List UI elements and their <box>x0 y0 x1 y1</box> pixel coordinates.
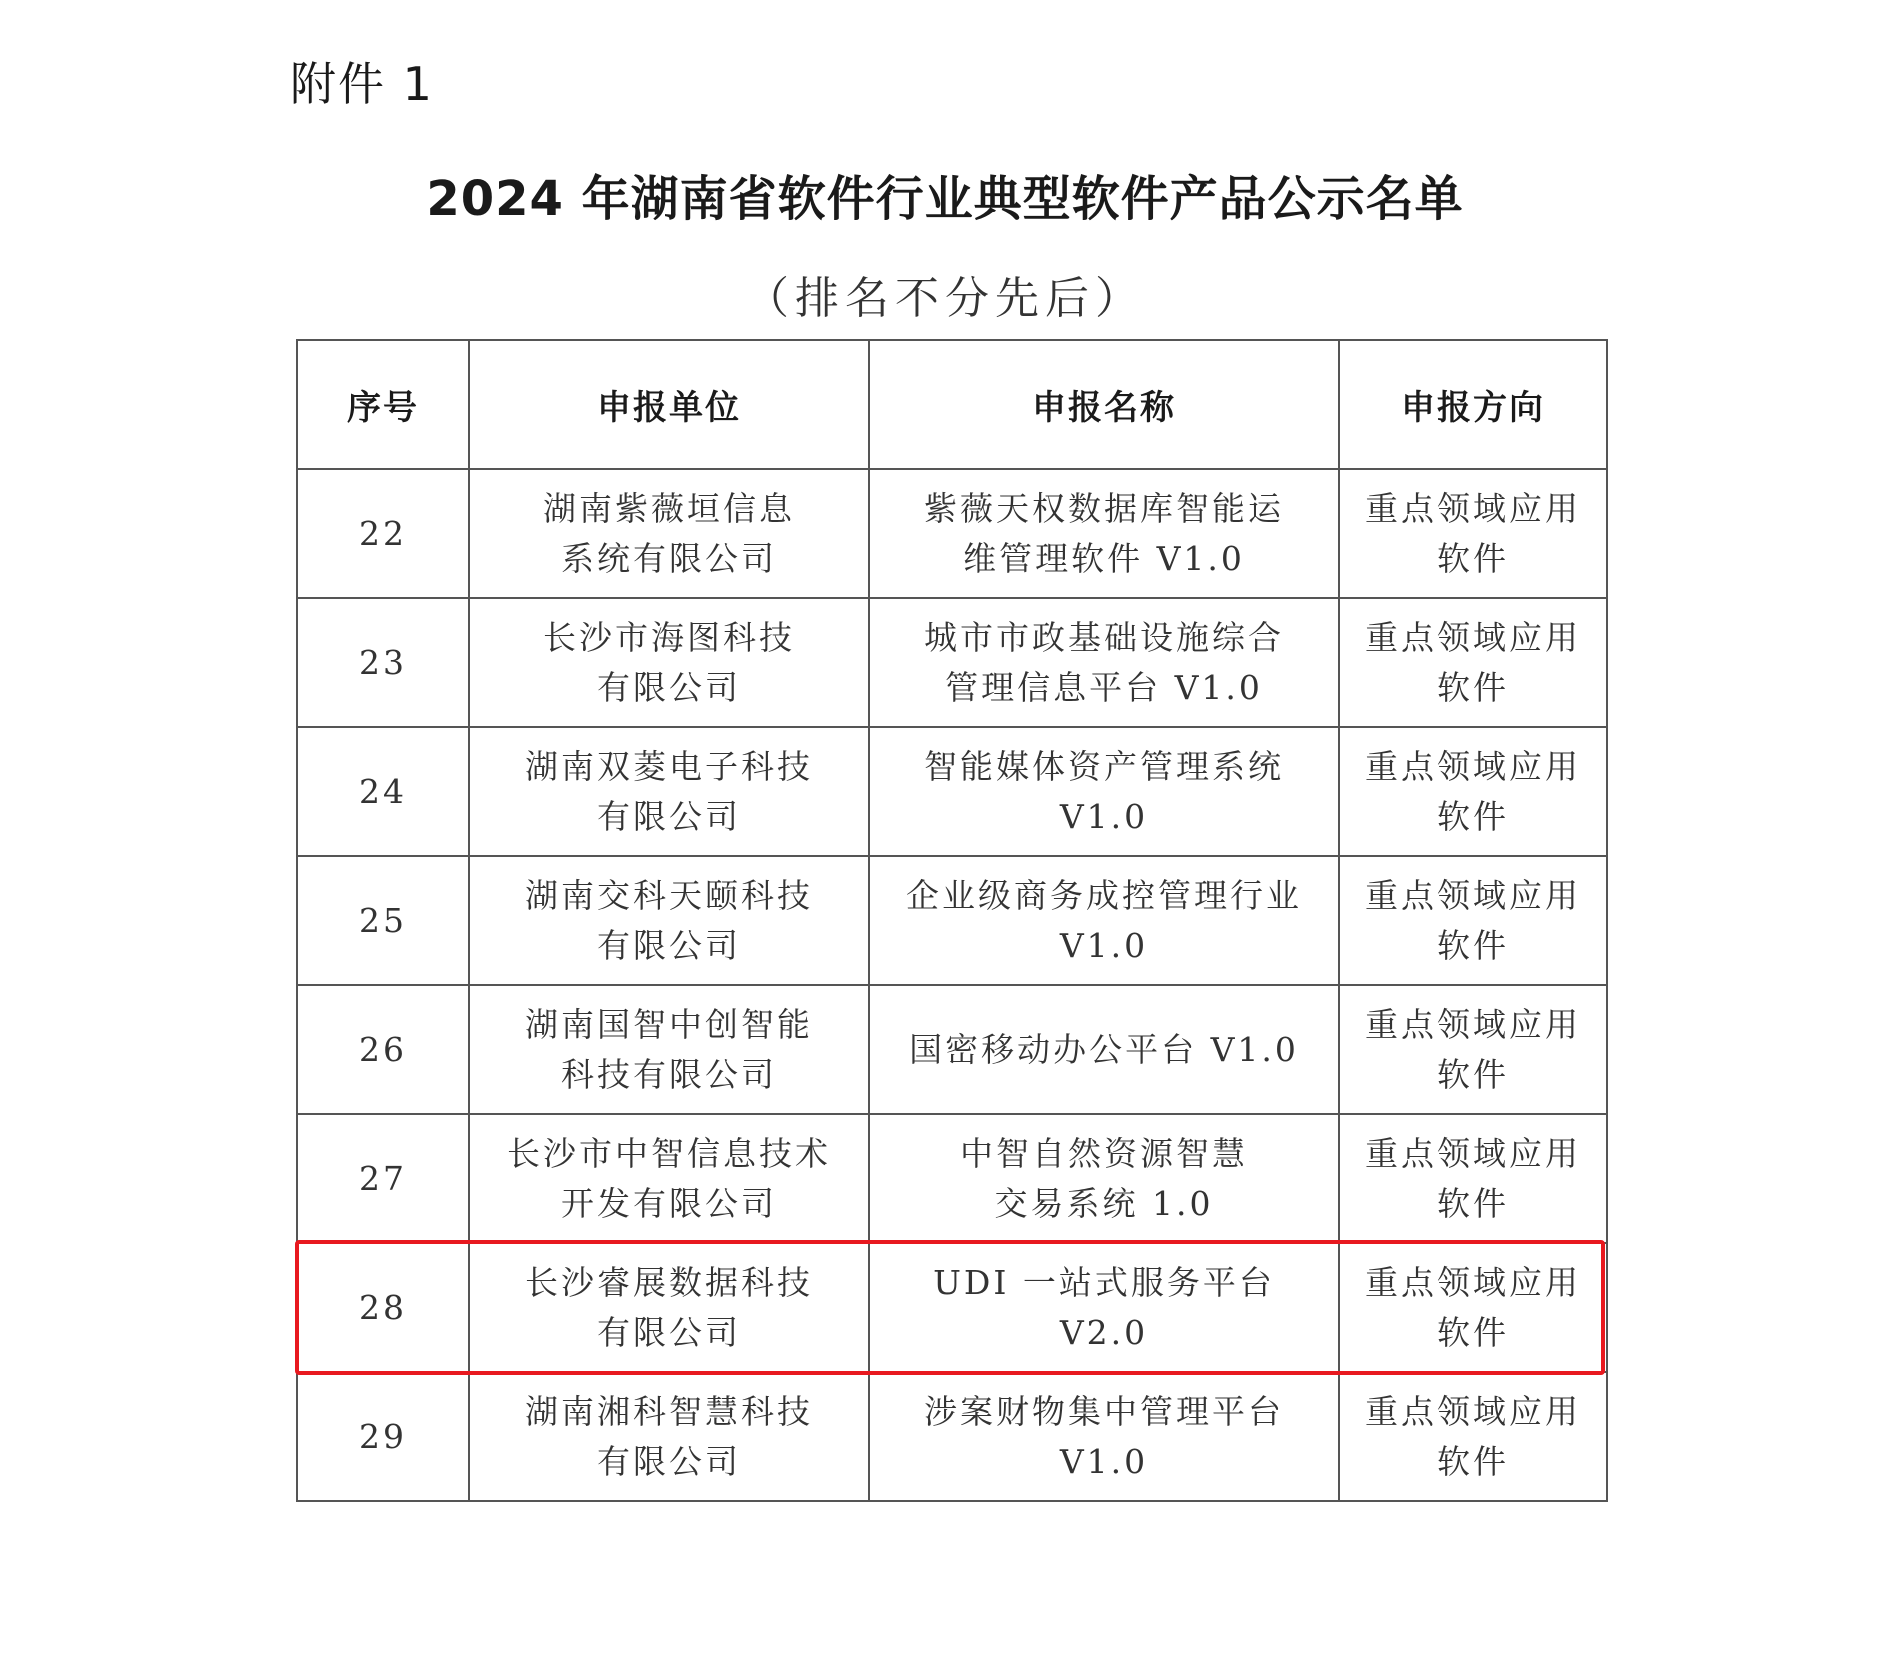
cell-product-name <box>869 469 1339 598</box>
cell-product-name-line: 国密移动办公平台 V1.0 <box>909 1029 1299 1069</box>
cell-company-line: 长沙市海图科技 <box>543 617 795 657</box>
cell-company-line: 湖南湘科智慧科技 <box>525 1391 813 1431</box>
cell-product-name <box>869 1243 1339 1372</box>
cell-company-line: 湖南交科天颐科技 <box>525 875 813 915</box>
table-row <box>297 1114 1607 1243</box>
cell-number: 22 <box>297 469 469 598</box>
cell-direction-line: 软件 <box>1437 1054 1509 1094</box>
cell-direction-line: 重点领域应用 <box>1365 1391 1581 1431</box>
cell-direction-line: 重点领域应用 <box>1365 1133 1581 1173</box>
attachment-label: 附件 1 <box>290 57 434 111</box>
cell-product-name-line: 城市市政基础设施综合 <box>924 617 1284 657</box>
cell-number: 23 <box>297 598 469 727</box>
column-header-number: 序号 <box>297 340 469 469</box>
cell-direction-line: 软件 <box>1437 796 1509 836</box>
cell-number: 25 <box>297 856 469 985</box>
cell-company-line: 湖南国智中创智能 <box>525 1004 813 1044</box>
table-row <box>297 598 1607 727</box>
column-header-direction: 申报方向 <box>1339 340 1607 469</box>
cell-product-name <box>869 985 1339 1114</box>
cell-company-line: 有限公司 <box>597 1441 741 1481</box>
cell-product-name <box>869 727 1339 856</box>
cell-product-name-line: 管理信息平台 V1.0 <box>945 667 1263 707</box>
cell-company <box>469 856 869 985</box>
cell-number: 27 <box>297 1114 469 1243</box>
table-row <box>297 469 1607 598</box>
cell-product-name <box>869 1372 1339 1501</box>
cell-company-line: 有限公司 <box>597 667 741 707</box>
cell-direction <box>1339 985 1607 1114</box>
cell-direction-line: 软件 <box>1437 538 1509 578</box>
cell-product-name <box>869 598 1339 727</box>
cell-product-name <box>869 1114 1339 1243</box>
cell-company-line: 长沙市中智信息技术 <box>507 1133 831 1173</box>
cell-direction <box>1339 598 1607 727</box>
cell-direction-line: 重点领域应用 <box>1365 617 1581 657</box>
cell-direction-line: 软件 <box>1437 1312 1509 1352</box>
cell-product-name-line: 中智自然资源智慧 <box>960 1133 1248 1173</box>
cell-direction-line: 软件 <box>1437 925 1509 965</box>
cell-product-name-line: UDI 一站式服务平台 V2.0 <box>933 1262 1275 1352</box>
document-title: 2024 年湖南省软件行业典型软件产品公示名单 <box>426 171 1464 227</box>
cell-number: 26 <box>297 985 469 1114</box>
cell-number: 28 <box>297 1243 469 1372</box>
cell-product-name-line: 涉案财物集中管理平台 V1.0 <box>924 1391 1284 1481</box>
cell-company <box>469 985 869 1114</box>
cell-company-line: 有限公司 <box>597 925 741 965</box>
cell-number: 24 <box>297 727 469 856</box>
cell-product-name <box>869 856 1339 985</box>
cell-number: 29 <box>297 1372 469 1501</box>
cell-company <box>469 469 869 598</box>
column-header-product-name: 申报名称 <box>869 340 1339 469</box>
cell-company <box>469 727 869 856</box>
cell-product-name-line: 交易系统 1.0 <box>994 1183 1214 1223</box>
cell-direction-line: 软件 <box>1437 667 1509 707</box>
table-row <box>297 856 1607 985</box>
cell-product-name-line: V1.0 <box>1059 925 1149 965</box>
table-row <box>297 1372 1607 1501</box>
document-subtitle: （排名不分先后） <box>745 273 1145 324</box>
cell-direction <box>1339 469 1607 598</box>
cell-direction-line: 重点领域应用 <box>1365 875 1581 915</box>
table-row <box>297 985 1607 1114</box>
table-header-row <box>297 340 1607 469</box>
cell-direction <box>1339 1372 1607 1501</box>
cell-direction-line: 软件 <box>1437 1441 1509 1481</box>
cell-company-line: 长沙睿展数据科技 <box>525 1262 813 1302</box>
cell-direction-line: 重点领域应用 <box>1365 1262 1581 1302</box>
cell-direction-line: 软件 <box>1437 1183 1509 1223</box>
table-row-highlighted <box>297 1243 1607 1372</box>
cell-company <box>469 1114 869 1243</box>
cell-company-line: 系统有限公司 <box>561 538 777 578</box>
cell-direction-line: 重点领域应用 <box>1365 488 1581 528</box>
cell-product-name-line: 维管理软件 V1.0 <box>963 538 1245 578</box>
table-body <box>297 469 1607 1501</box>
cell-direction <box>1339 1243 1607 1372</box>
cell-product-name-line: 智能媒体资产管理系统 V1.0 <box>924 746 1284 836</box>
cell-company-line: 湖南双菱电子科技 <box>525 746 813 786</box>
cell-company <box>469 1372 869 1501</box>
product-list-table <box>296 339 1608 1502</box>
cell-company-line: 有限公司 <box>597 1312 741 1352</box>
cell-direction <box>1339 1114 1607 1243</box>
column-header-company: 申报单位 <box>469 340 869 469</box>
cell-company <box>469 1243 869 1372</box>
cell-company-line: 有限公司 <box>597 796 741 836</box>
cell-direction-line: 重点领域应用 <box>1365 1004 1581 1044</box>
cell-company-line: 湖南紫薇垣信息 <box>543 488 795 528</box>
cell-product-name-line: 紫薇天权数据库智能运 <box>924 488 1284 528</box>
cell-company <box>469 598 869 727</box>
cell-direction-line: 重点领域应用 <box>1365 746 1581 786</box>
cell-company-line: 科技有限公司 <box>561 1054 777 1094</box>
cell-direction <box>1339 856 1607 985</box>
cell-company-line: 开发有限公司 <box>561 1183 777 1223</box>
cell-product-name-line: 企业级商务成控管理行业 <box>906 875 1302 915</box>
cell-direction <box>1339 727 1607 856</box>
table-row <box>297 727 1607 856</box>
